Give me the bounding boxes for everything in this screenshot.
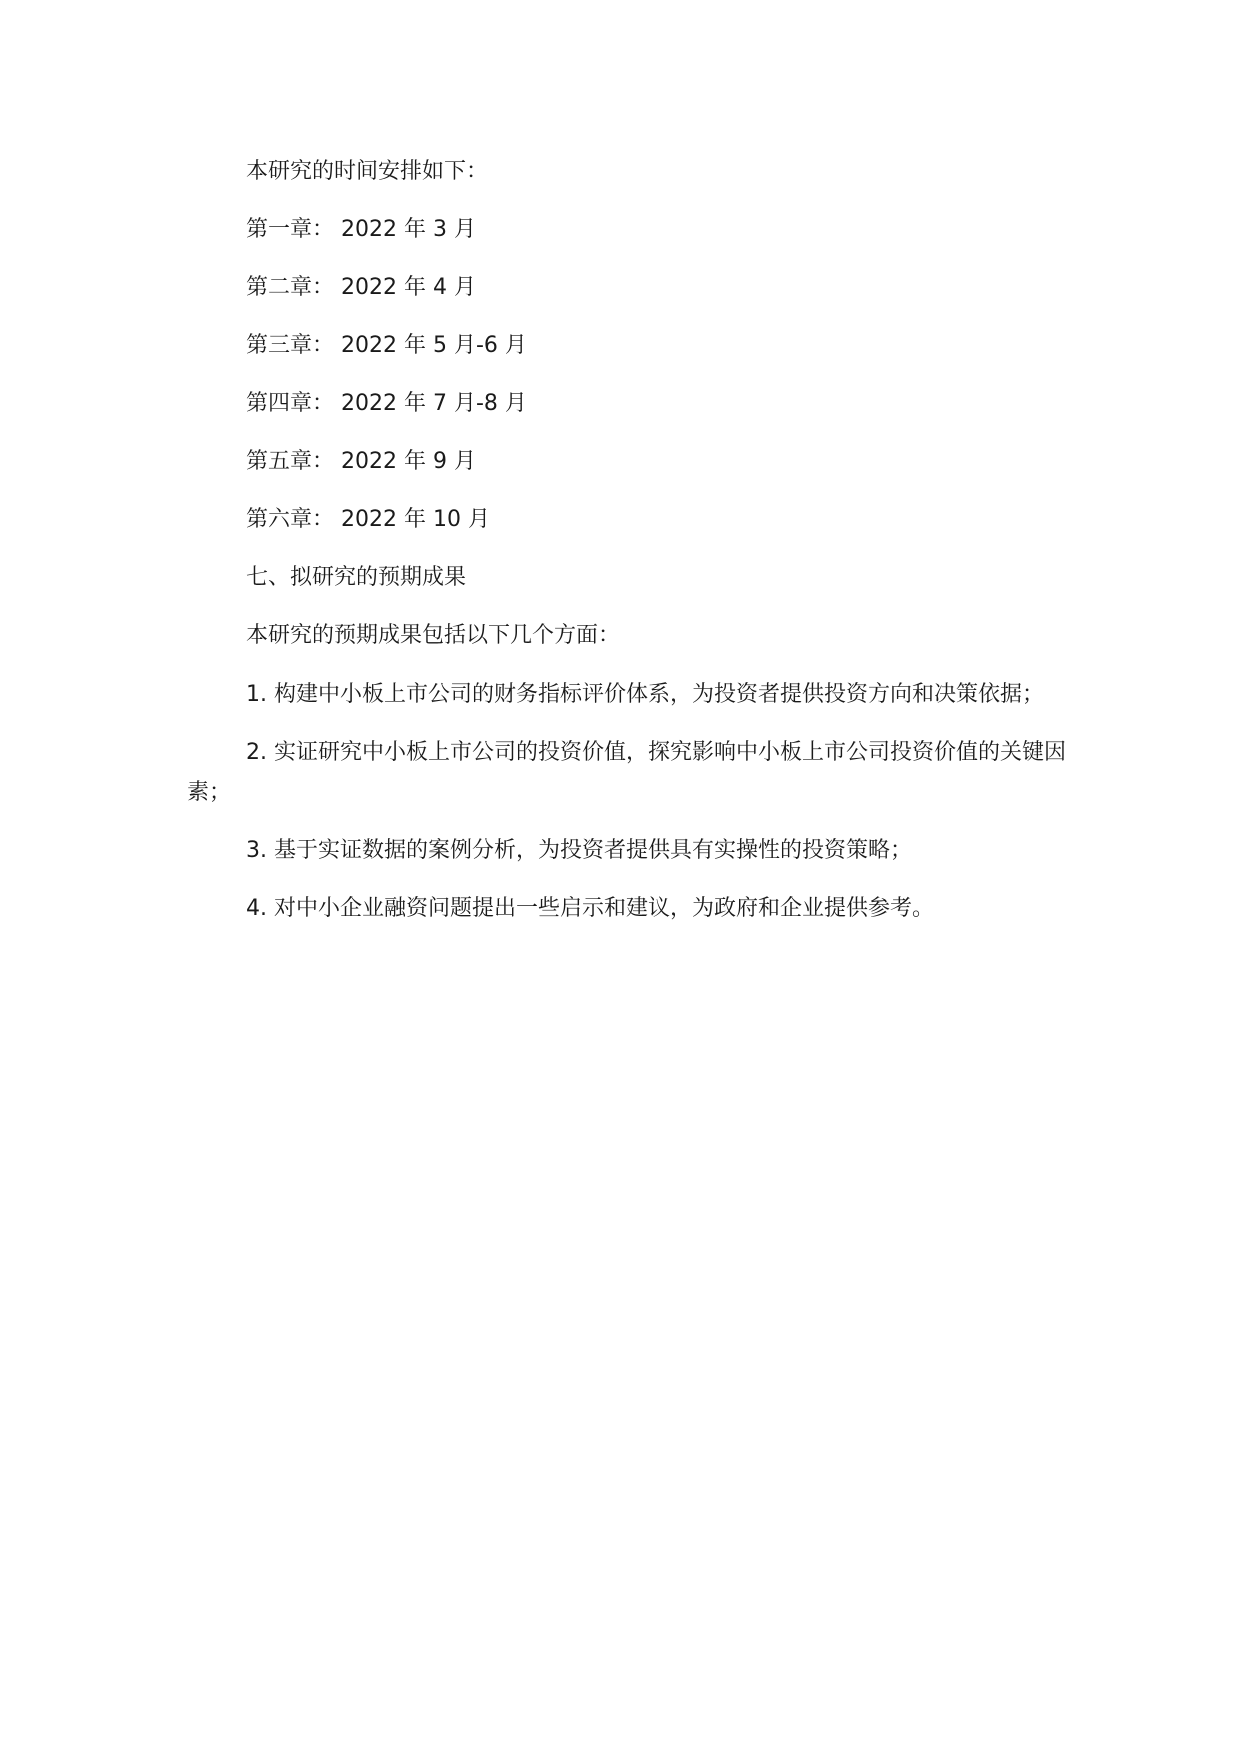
- result-item: 4. 对中小企业融资问题提出一些启示和建议，为政府和企业提供参考。: [246, 896, 934, 921]
- schedule-intro: 本研究的时间安排如下：: [246, 159, 489, 184]
- result-item: 1. 构建中小板上市公司的财务指标评价体系，为投资者提供投资方向和决策依据；: [246, 682, 1044, 707]
- result-item: 3. 基于实证数据的案例分析，为投资者提供具有实操性的投资策略；: [246, 838, 912, 863]
- document-body: [187, 153, 1067, 947]
- schedule-item: 第六章： 2022 年 10 月: [246, 507, 490, 532]
- results-intro: 本研究的预期成果包括以下几个方面：: [246, 623, 621, 648]
- schedule-item: 第二章： 2022 年 4 月: [246, 275, 476, 300]
- schedule-item: 第五章： 2022 年 9 月: [246, 449, 476, 474]
- schedule-item: 第一章： 2022 年 3 月: [246, 217, 476, 242]
- schedule-item: 第三章： 2022 年 5 月-6 月: [246, 333, 527, 358]
- schedule-item: 第四章： 2022 年 7 月-8 月: [246, 391, 527, 416]
- section-heading: 七、拟研究的预期成果: [246, 565, 467, 590]
- result-item: 2. 实证研究中小板上市公司的投资价值，探究影响中小板上市公司投资价值的关键因素；: [187, 740, 1066, 805]
